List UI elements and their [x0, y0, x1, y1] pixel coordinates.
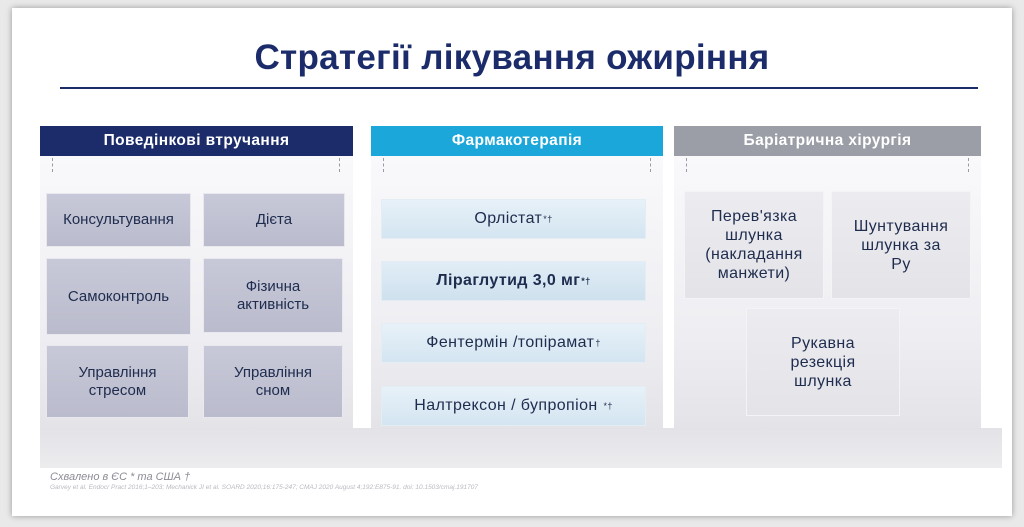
references-footnote: Garvey et al. Endocr Pract 2016;1–203; Mechanick JI et al. SOARD 2020;16:175-247; CMAJ 2020 August 4;192:E875-91. doi: 10.1503/cmaj.191707 — [50, 484, 478, 491]
connector-tick — [650, 158, 652, 172]
pharmacotherapy-header: Фармакотерапія — [371, 126, 663, 156]
surgery-column — [674, 126, 981, 428]
approval-mark: † — [595, 338, 601, 348]
pharmacotherapy-column — [371, 126, 663, 428]
drug-orlistat — [381, 199, 646, 239]
approval-mark: *† — [603, 401, 613, 411]
behavioral-item-counseling: Консультування — [46, 193, 191, 247]
connector-tick — [968, 158, 970, 172]
behavioral-item-diet: Дієта — [203, 193, 345, 247]
connector-tick — [686, 158, 688, 172]
behavioral-header: Поведінкові втручання — [40, 126, 353, 156]
behavioral-item-self-monitoring: Самоконтроль — [46, 258, 191, 335]
connector-tick — [339, 158, 341, 172]
approval-footnote: Схвалено в ЄС * та США † — [50, 471, 191, 483]
behavioral-item-sleep-management: Управління сном — [203, 345, 343, 418]
surgery-item-gastric-banding: Перев'язка шлунка (накладання манжети) — [684, 191, 824, 299]
surgery-item-gastric-bypass: Шунтування шлунка за Ру — [831, 191, 971, 299]
connector-tick — [52, 158, 54, 172]
slide — [12, 8, 1012, 516]
drug-name: Ліраглутид 3,0 мг — [436, 272, 581, 289]
surgery-item-sleeve-gastrectomy: Рукавна резекція шлунка — [746, 308, 900, 416]
surgery-header: Баріатрична хірургія — [674, 126, 981, 156]
slide-title: Стратегії лікування ожиріння — [254, 38, 770, 77]
drug-name: Налтрексон / бупропіон — [414, 397, 603, 414]
drug-liraglutide — [381, 261, 646, 301]
approval-mark: *† — [543, 214, 553, 224]
behavioral-item-stress-management: Управління стресом — [46, 345, 189, 418]
connector-tick — [383, 158, 385, 172]
title-underline — [60, 87, 978, 89]
behavioral-column — [40, 126, 353, 428]
drug-name: Фентермін /топірамат — [426, 334, 595, 351]
behavioral-item-physical-activity: Фізична активність — [203, 258, 343, 333]
drug-name: Орлістат — [474, 210, 543, 227]
drug-phentermine-topiramate — [381, 323, 646, 363]
drug-naltrexone-bupropion — [381, 386, 646, 426]
bottom-band — [40, 428, 1002, 468]
approval-mark: *† — [581, 276, 591, 286]
